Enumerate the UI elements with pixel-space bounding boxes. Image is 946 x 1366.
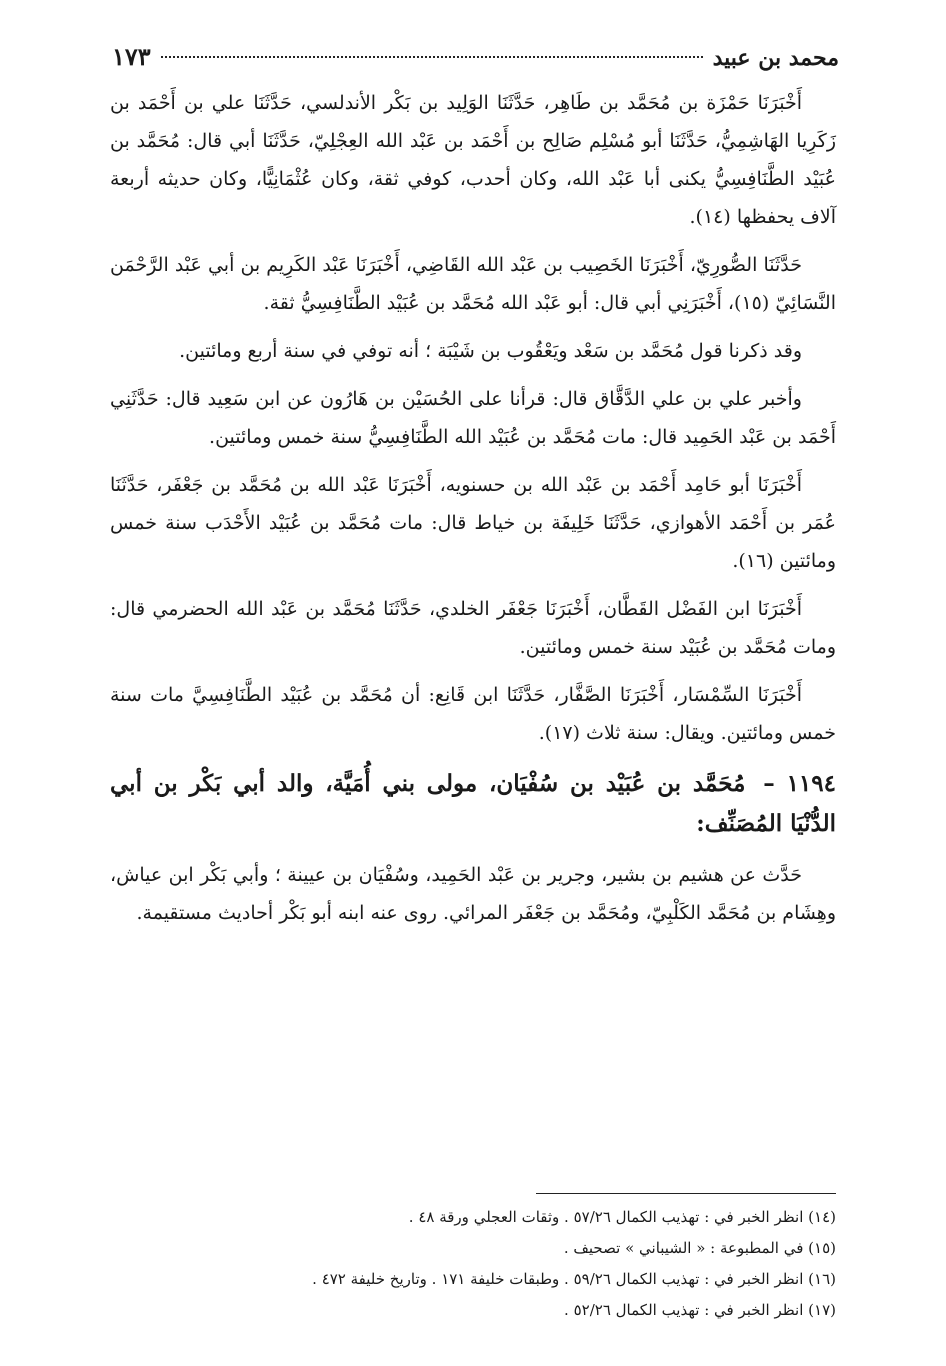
paragraph: أَخْبَرَنَا ابن الفَضْل القَطَّان، أَخْبَرَنَا جَعْفَر الخلدي، حَدَّثَنَا مُحَمَّد بن عَبْد الله الحضرمي قال: ومات مُحَمَّد بن عُبَيْد سنة خمس ومائتين. bbox=[110, 598, 836, 658]
paragraph: حَدَّثَنَا الصُّورِيّ، أَخْبَرَنَا الخَصِيب بن عَبْد الله القَاضِي، أَخْبَرَنَا عَبْد الكَرِيم بن أبي عَبْد الرَّحْمَن النَّسَائِيّ (١٥)، أَخْبَرَنِي أبي قال: أبو عَبْد الله مُحَمَّد بن عُبَيْد الطَّنَافِسِيُّ ثقة. bbox=[110, 254, 836, 314]
entry-paragraph: حَدَّث عن هشيم بن بشير، وجرير بن عَبْد الحَمِيد، وسُفْيَان بن عيينة ؛ وأبي بَكْر ابن عياش، وهِشَام بن مُحَمَّد الكَلْبِيّ، ومُحَمَّد بن جَعْفَر المرائي. روى عنه ابنه أبو بَكْر أحاديث مستقيمة. bbox=[110, 864, 836, 924]
entry-title: مُحَمَّد بن عُبَيْد بن سُفْيَان، مولى بني أُمَيَّة، والد أبي بَكْر بن أبي الدُّنْيَا المُصَنِّف: bbox=[110, 770, 836, 837]
footnotes bbox=[110, 1202, 836, 1326]
footnote: (١٧) انظر الخبر في : تهذيب الكمال ٥٢/٢٦ . bbox=[564, 1301, 836, 1319]
footnote: (١٥) في المطبوعة : « الشيباني » تصحيف . bbox=[563, 1239, 836, 1257]
paragraph: أَخْبَرَنَا حَمْزَة بن مُحَمَّد بن طَاهِر، حَدَّثَنَا الوَلِيد بن بَكْر الأندلسي، حَدَّثَنَا علي بن أَحْمَد بن زَكَرِيا الهَاشِمِيُّ، حَدَّثَنَا أبو مُسْلِم صَالِح بن أَحْمَد بن عَبْد الله العِجْلِيّ، حَدَّثَنَا أبي قال: مُحَمَّد بن عُبَيْد الطَّنَافِسِيُّ يكنى أبا عَبْد الله، وكان أحدب، كوفي ثقة، وكان عُثْمَانِيًّا، وكان حديثه أربعة آلاف يحفظها (١٤). bbox=[110, 92, 836, 228]
paragraph: وقد ذكرنا قول مُحَمَّد بن سَعْد ويَعْقُوب بن شَيْبَة ؛ أنه توفي في سنة أربع ومائتين. bbox=[179, 340, 802, 362]
running-header bbox=[112, 42, 839, 73]
running-title: محمد بن عبيد bbox=[712, 45, 839, 71]
paragraph: أَخْبَرَنَا أبو حَامِد أَحْمَد بن عَبْد الله بن حسنويه، أَخْبَرَنَا عَبْد الله بن مُحَمَّد بن جَعْفَر، حَدَّثَنَا عُمَر بن أَحْمَد الأهوازي، حَدَّثَنَا خَلِيفَة بن خياط قال: مات مُحَمَّد بن عُبَيْد الأَحْدَب سنة خمس ومائتين (١٦). bbox=[110, 474, 836, 572]
main-text bbox=[110, 84, 836, 942]
footnote: (١٦) انظر الخبر في : تهذيب الكمال ٥٩/٢٦ . وطبقات خليفة ١٧١ . وتاريخ خليفة ٤٧٢ . bbox=[312, 1270, 836, 1288]
footnote-divider bbox=[536, 1193, 836, 1194]
paragraph: أَخْبَرَنَا السِّمْسَار، أَخْبَرَنَا الصَّفَّار، حَدَّثَنَا ابن قَانِع: أن مُحَمَّد بن عُبَيْد الطَّنَافِسِيَّ مات سنة خمس ومائتين. ويقال: سنة ثلاث (١٧). bbox=[110, 684, 836, 744]
header-leader-dots bbox=[161, 56, 703, 58]
entry-heading bbox=[110, 764, 836, 844]
page-number: ١٧٣ bbox=[112, 42, 151, 71]
entry-number: ١١٩٤ – bbox=[763, 770, 836, 797]
paragraph: وأخبر علي بن علي الدَّقَّاق قال: قرأنا على الحُسَيْن بن هَارُون عن ابن سَعِيد قال: حَدَّثَنِي أَحْمَد بن عَبْد الحَمِيد قال: مات مُحَمَّد بن عُبَيْد الله الطَّنَافِسِيُّ سنة خمس ومائتين. bbox=[110, 388, 836, 448]
footnote: (١٤) انظر الخبر في : تهذيب الكمال ٥٧/٢٦ . وثقات العجلي ورقة ٤٨ . bbox=[408, 1208, 836, 1226]
